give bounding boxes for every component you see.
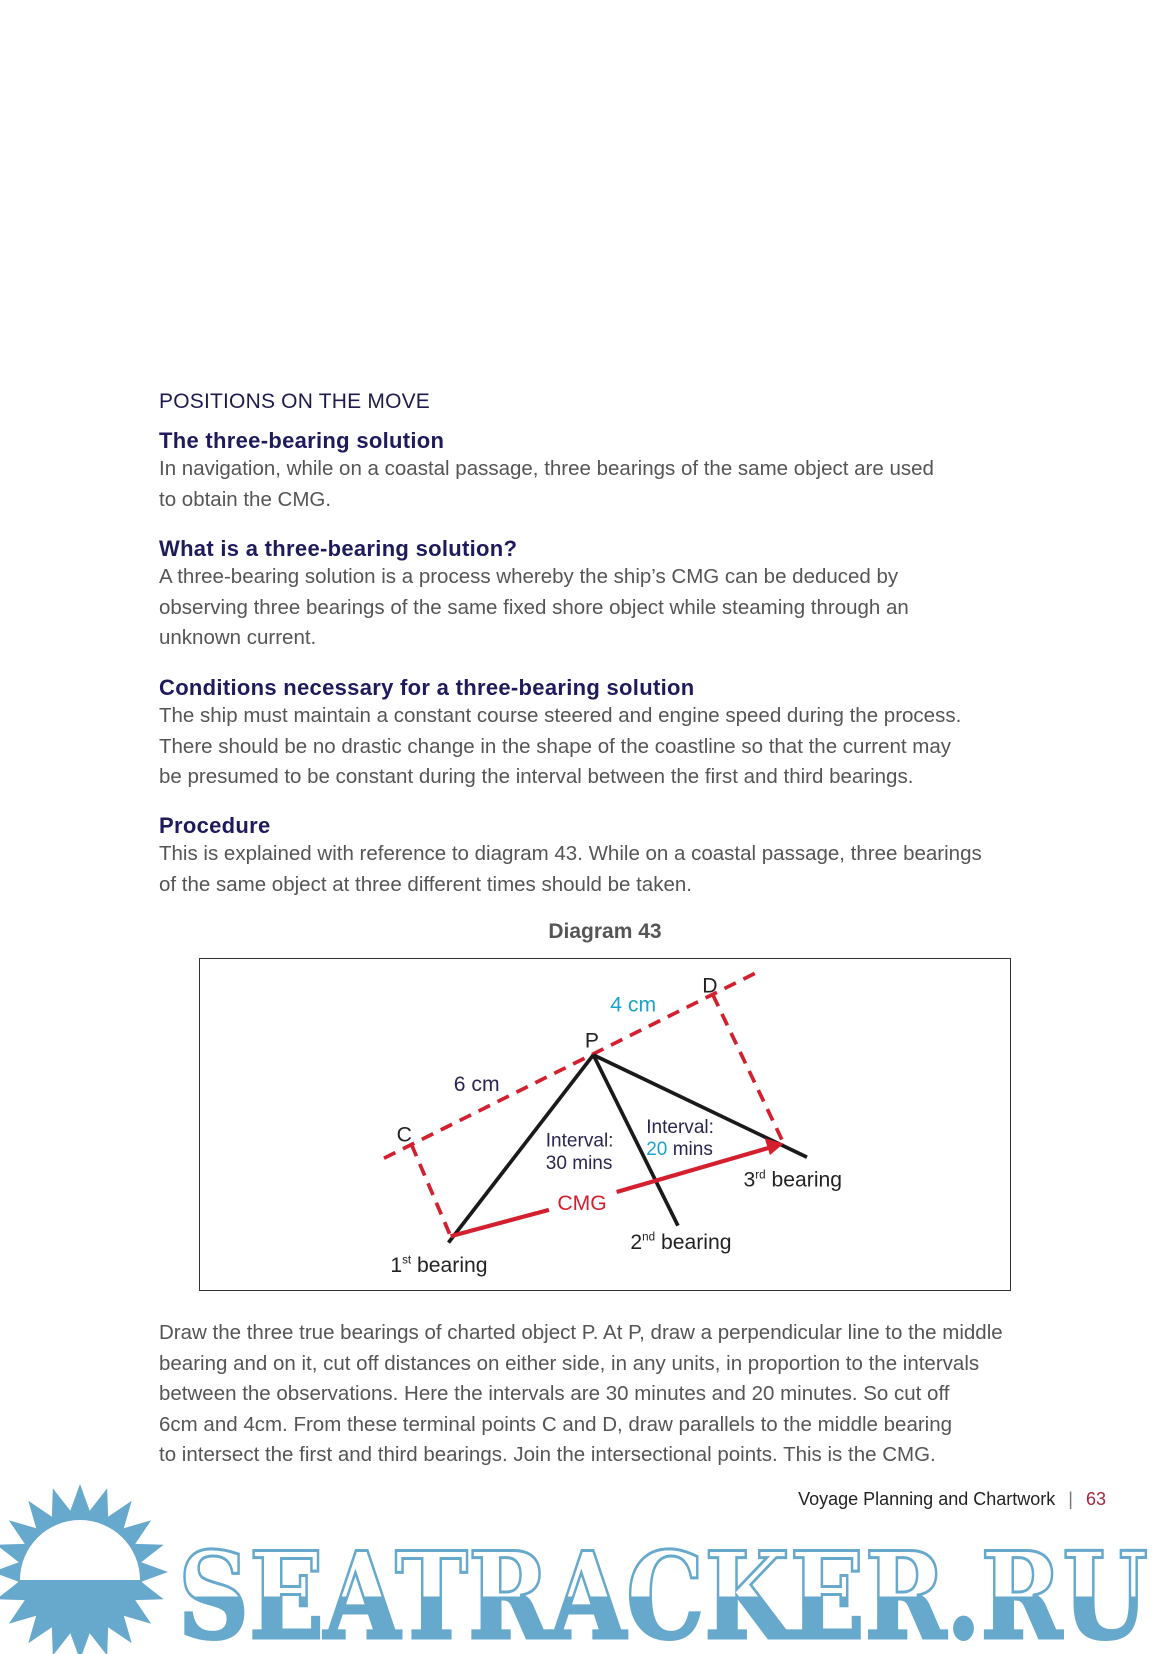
label-third-bearing: 3rd bearing [743, 1168, 843, 1192]
label-p: P [584, 1029, 600, 1053]
paragraph-line: In navigation, while on a coastal passage, three bearings of the same object are used [159, 457, 934, 480]
paragraph-line: unknown current. [159, 626, 317, 649]
watermark-text: SEATRACKER.RU [178, 1526, 1148, 1654]
sun-icon [0, 1484, 168, 1654]
label-first-bearing: 1st bearing [390, 1253, 488, 1278]
heading: The three-bearing solution [159, 428, 445, 453]
page-number: 63 [1085, 1489, 1106, 1509]
label-4cm: 4 cm [610, 993, 657, 1017]
heading: Conditions necessary for a three-bearing solution [159, 675, 695, 700]
parallel-from-c [411, 1145, 450, 1237]
paragraph-line: of the same object at three different times should be taken. [159, 872, 692, 896]
paragraph-line: observing three bearings of the same fixed shore object while steaming through an [159, 595, 909, 619]
label-interval-20: Interval: 20 mins [646, 1116, 714, 1161]
footer-title: Voyage Planning and Chartwork [798, 1489, 1056, 1509]
heading: What is a three-bearing solution? [159, 536, 518, 561]
paragraph-line: be presumed to be constant during the interval between the first and third bearings. [159, 765, 914, 788]
paragraph-line: There should be no drastic change in the shape of the coastline so that the current may [159, 734, 952, 758]
page-footer [798, 1488, 1106, 1510]
label-interval-30: Interval: 30 mins [545, 1130, 614, 1174]
heading: Procedure [159, 813, 271, 838]
paragraph-line: A three-bearing solution is a process whereby the ship’s CMG can be deduced by [159, 565, 899, 588]
section-conditions [159, 675, 1139, 793]
parallel-from-d [713, 995, 784, 1144]
diagram-title: Diagram 43 [548, 920, 662, 943]
label-c: C [396, 1123, 412, 1147]
explanation-paragraph [159, 1318, 1139, 1471]
section-what-is [159, 536, 1139, 654]
paragraph-line: The ship must maintain a constant course steered and engine speed during the process. [159, 704, 962, 727]
section-kicker: POSITIONS ON THE MOVE [159, 390, 431, 413]
label-6cm: 6 cm [453, 1072, 500, 1096]
paragraph-line: between the observations. Here the intervals are 30 minutes and 20 minutes. So cut off [159, 1382, 950, 1405]
footer-separator: | [1068, 1489, 1073, 1509]
section-three-bearing [159, 428, 1139, 515]
paragraph-line: Draw the three true bearings of charted object P. At P, draw a perpendicular line to the middle [159, 1321, 1003, 1344]
paragraph-line: 6cm and 4cm. From these terminal points C and D, draw parallels to the middle bearing [159, 1412, 953, 1436]
label-d: D [702, 974, 718, 998]
paragraph-line: to intersect the first and third bearings. Join the intersectional points. This is the CMG. [159, 1443, 936, 1466]
section-procedure [159, 813, 1139, 900]
diagram-43 [199, 958, 1011, 1291]
paragraph-line: This is explained with reference to diagram 43. While on a coastal passage, three bearings [159, 842, 982, 865]
paragraph-line: to obtain the CMG. [159, 487, 332, 511]
label-second-bearing: 2nd bearing [630, 1230, 732, 1254]
paragraph-line: bearing and on it, cut off distances on either side, in any units, in proportion to the intervals [159, 1351, 980, 1375]
label-cmg: CMG [557, 1191, 607, 1215]
